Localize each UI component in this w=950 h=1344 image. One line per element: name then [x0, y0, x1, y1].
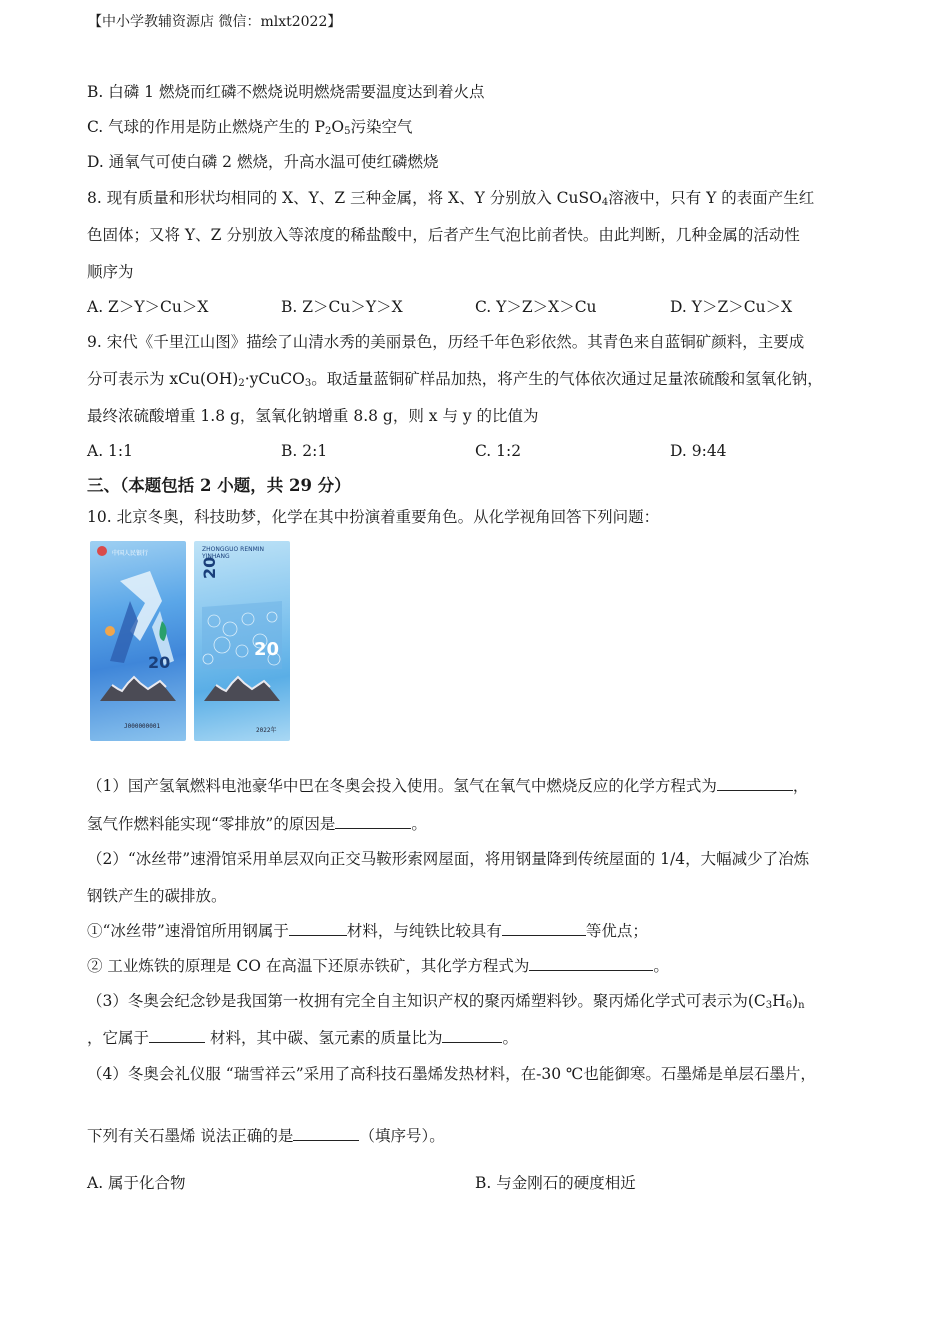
answer-blank[interactable]	[717, 776, 793, 791]
q10-intro: 10. 北京冬奥，科技助梦，化学在其中扮演着重要角色。从化学视角回答下列问题：	[87, 508, 660, 526]
answer-blank[interactable]	[502, 921, 586, 936]
banknote-back-value: 20	[254, 639, 280, 660]
q8-option-b: B. Z＞Cu＞Y＞X	[281, 298, 403, 316]
answer-blank[interactable]	[149, 1028, 205, 1043]
mountain-window	[202, 673, 282, 703]
answer-blank[interactable]	[442, 1028, 502, 1043]
q8-option-d: D. Y＞Z＞Cu＞X	[670, 298, 793, 316]
q10-part4-line2: 下列有关石墨烯 说法正确的是 （填序号）。	[87, 1127, 445, 1145]
q10-part2-line1: （2）“冰丝带”速滑馆采用单层双向正交马鞍形索网屋面，将用钢量降到传统屋面的 1/4，大幅减少了冶炼	[87, 850, 810, 868]
q10-part1-line1: （1）国产氢氧燃料电池豪华中巴在冬奥会投入使用。氢气在氧气中燃烧反应的化学方程式为 ，	[87, 777, 809, 795]
banknote-back	[194, 541, 290, 741]
banknote-front	[90, 541, 186, 741]
section-heading: 三、（本题包括 2 小题，共 29 分）	[87, 476, 351, 495]
banknote-serial: J000000001	[124, 723, 161, 730]
answer-blank[interactable]	[529, 956, 653, 971]
q8-stem-line2: 色固体；又将 Y、Z 分别放入等浓度的稀盐酸中，后者产生气泡比前者快。由此判断，几种金属的活动性	[87, 226, 800, 244]
banknote-front-value: 20	[148, 653, 171, 672]
q9-stem-line1: 9. 宋代《千里江山图》描绘了山清水秀的美丽景色，历经千年色彩依然。其青色来自蓝铜矿颜料，主要成	[87, 333, 805, 351]
mountain-window	[98, 673, 178, 703]
q7-option-c: C. 气球的作用是防止燃烧产生的 $P_2O_5$污染空气	[87, 118, 413, 137]
q7-option-b: B. 白磷 1 燃烧而红磷不燃烧说明燃烧需要温度达到着火点	[87, 83, 485, 101]
answer-blank[interactable]	[335, 814, 411, 829]
q9-option-c: C. 1:2	[475, 442, 522, 460]
q8-option-a: A. Z＞Y＞Cu＞X	[87, 298, 209, 316]
page-header: 【中小学教辅资源店 微信：mlxt2022】	[88, 14, 342, 30]
answer-blank[interactable]	[293, 1126, 359, 1141]
q9-stem-line2: 分可表示为 $xCu(OH)_2\cdot yCuCO_3$。取适量蓝铜矿样品加热，将产生的气体依次通过足量浓硫酸和氢氧化钠，	[87, 370, 823, 389]
q8-option-c: C. Y＞Z＞X＞Cu	[475, 298, 597, 316]
q10-part2-sub1: ①“冰丝带”速滑馆所用钢属于 材料，与纯铁比较具有 等优点；	[87, 922, 648, 940]
banknote-back-title: ZHONGGUO RENMIN YINHANG	[202, 546, 265, 560]
q10-part3-line2: ，它属于 材料，其中碳、氢元素的质量比为 。	[87, 1029, 518, 1047]
q9-option-a: A. 1:1	[87, 442, 133, 460]
banknote-year: 2022年	[256, 727, 277, 734]
q10-part1-line2: 氢气作燃料能实现“零排放”的原因是 。	[87, 815, 427, 833]
banknote-back-value-vertical: 20	[200, 556, 219, 579]
banknote-front-title: 中国人民银行	[112, 550, 149, 557]
q10-part2-sub2: ② 工业炼铁的原理是 CO 在高温下还原赤铁矿，其化学方程式为 。	[87, 957, 669, 975]
skater-illustration	[90, 541, 186, 741]
q7-option-d: D. 通氧气可使白磷 2 燃烧，升高水温可使红磷燃烧	[87, 153, 439, 171]
q10-option-a: A. 属于化合物	[87, 1174, 186, 1192]
answer-blank[interactable]	[289, 921, 347, 936]
q8-stem-line1: 8. 现有质量和形状均相同的 X、Y、Z 三种金属，将 X、Y 分别放入 CuSO$_4$溶液中，只有 Y 的表面产生红	[87, 189, 815, 208]
q9-option-b: B. 2:1	[281, 442, 328, 460]
q10-part3-line1: （3）冬奥会纪念钞是我国第一枚拥有完全自主知识产权的聚丙烯塑料钞。聚丙烯化学式可表示为$(C_3H_6)_n$	[87, 992, 805, 1011]
olympic-banknote-image	[90, 541, 290, 741]
q10-option-b: B. 与金刚石的硬度相近	[475, 1174, 636, 1192]
q9-stem-line3: 最终浓硫酸增重 1.8 g，氢氧化钠增重 8.8 g，则 x 与 y 的比值为	[87, 407, 539, 425]
q10-part2-line2: 钢铁产生的碳排放。	[87, 887, 227, 905]
q9-option-d: D. 9:44	[670, 442, 727, 460]
q8-stem-line3: 顺序为	[87, 263, 134, 281]
q10-part4-line1: （4）冬奥会礼仪服 “瑞雪祥云”采用了高科技石墨烯发热材料，在-30 ℃也能御寒。石墨烯是单层石墨片，	[87, 1065, 816, 1083]
